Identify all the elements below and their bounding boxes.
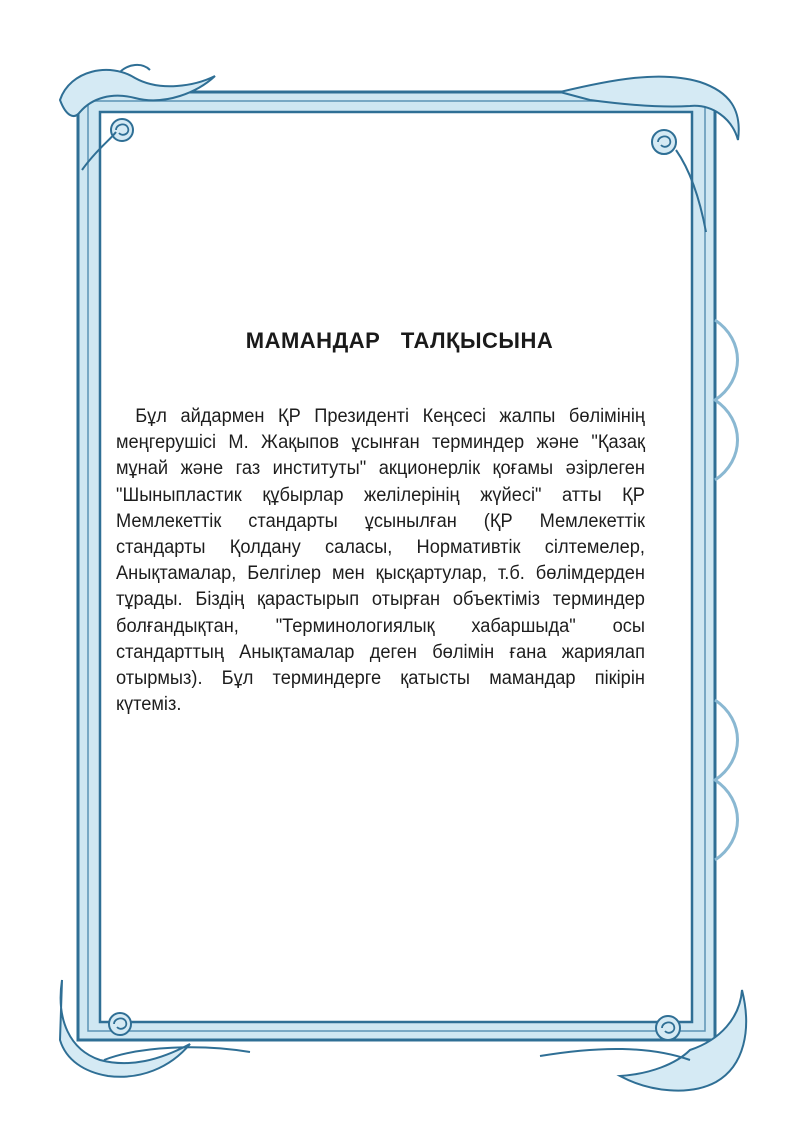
ornament-right-waves <box>715 320 738 860</box>
body-paragraph: Бұл айдармен ҚР Президенті Кеңсесі жалпы бөлімінің меңгерушісі М. Жақыпов ұсынған терминдер және "Қазақ мұнай және газ институты" акционерлік қоғамы әзірлеген "Шыныпластик құбырлар желілерінің жүйесі" атты ҚР Мемлекеттік стандарты ұсынылған (ҚР Мемлекеттік стандарты Қолдану саласы, Нормативтік сілтемелер, Анықтамалар, Белгілер мен қысқартулар, т.б. бөлімдерден тұрады. Біздің қарастырып отырған объектіміз терминдер болғандықтан, "Терминологиялық хабаршыда" осы стандарттың Анықтамалар деген бөлімін ғана жариялап отырмыз). Бұл терминдерге қатысты мамандар пікірін күтеміз. <box>116 406 645 716</box>
page-title: МАМАНДАР ТАЛҚЫСЫНА <box>245 328 554 353</box>
